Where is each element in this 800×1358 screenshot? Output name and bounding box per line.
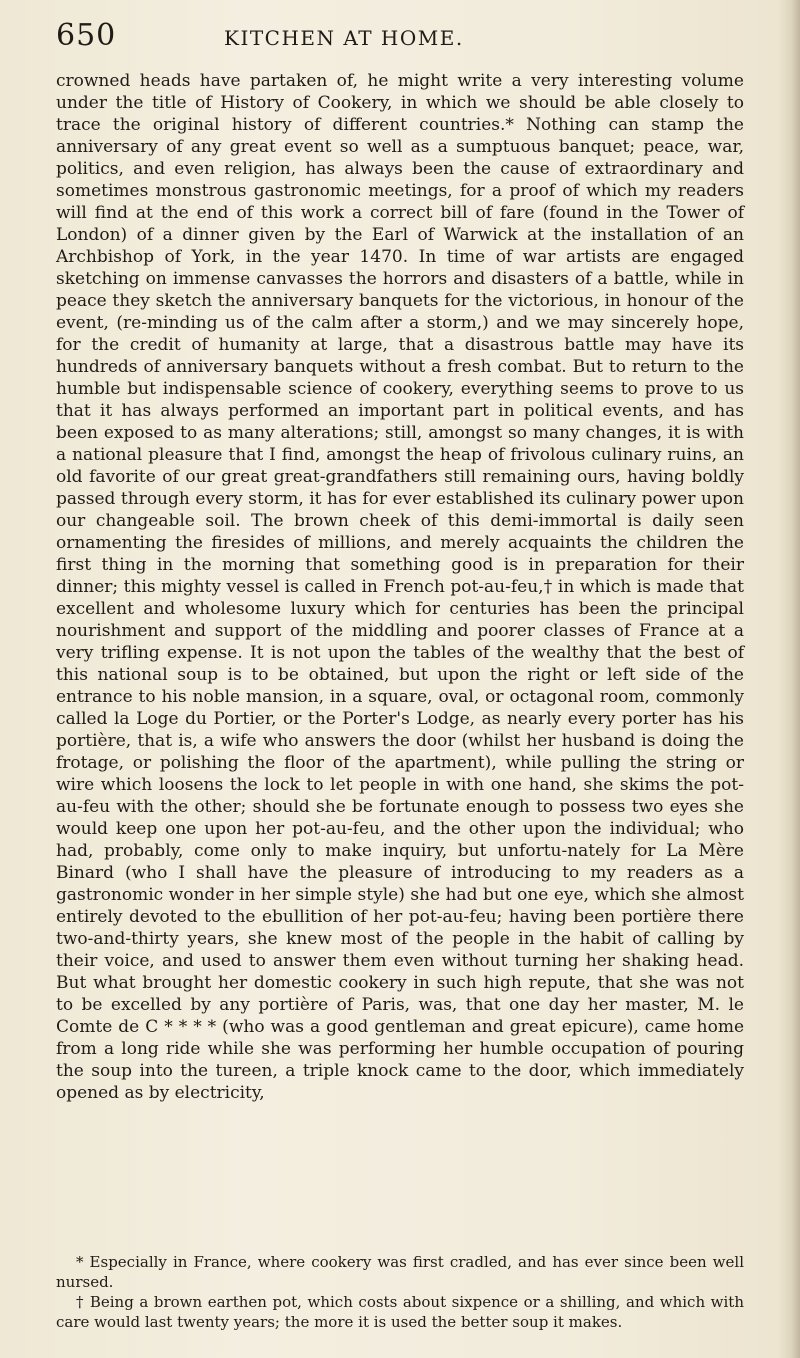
page-edge-shadow [778, 0, 800, 1358]
body-text [56, 70, 744, 1104]
footnotes [56, 1252, 744, 1332]
page-header [56, 18, 746, 66]
main-paragraph: crowned heads have partaken of, he might write a very interesting volume under the title of History of Cookery, in which we should be able closely to trace the original history of different countries.* Nothing can stamp the anniversary of any great event so well as a sumptuous banquet; peace, war, politics, and even religion, has always been the cause of extraordinary and sometimes monstrous gastronomic meetings, for a proof of which my readers will find at the end of this work a correct bill of fare (found in the Tower of London) of a dinner given by the Earl of Warwick at the installation of an Archbishop of York, in the year 1470. In time of war artists are engaged sketching on immense canvasses the horrors and disasters of a battle, while in peace they sketch the anniversary banquets for the victorious, in honour of the event, (re-minding us of the calm after a storm,) and we may sincerely hope, for the credit of humanity at large, that a disastrous battle may have its hundreds of anniversary banquets without a fresh combat. But to return to the humble but indispensable science of cookery, everything seems to prove to us that it has always performed an important part in political events, and has been exposed to as many alterations; still, amongst so many changes, it is with a national pleasure that I find, amongst the heap of frivolous culinary ruins, an old favorite of our great great-grandfathers still remaining ours, having boldly passed through every storm, it has for ever established its culinary power upon our changeable soil. The brown cheek of this demi-immortal is daily seen ornamenting the firesides of millions, and merely acquaints the children the first thing in the morning that something good is in preparation for their dinner; this mighty vessel is called in French pot-au-feu,† in which is made that excellent and wholesome luxury which for centuries has been the principal nourishment and support of the middling and poorer classes of France at a very trifling expense. It is not upon the tables of the wealthy that the best of this national soup is to be obtained, but upon the right or left side of the entrance to his noble mansion, in a square, oval, or octagonal room, commonly called la Loge du Portier, or the Porter's Lodge, as nearly every porter has his portière, that is, a wife who answers the door (whilst her husband is doing the frotage, or polishing the floor of the apartment), while pulling the string or wire which loosens the lock to let people in with one hand, she skims the pot-au-feu with the other; should she be fortunate enough to possess two eyes she would keep one upon her pot-au-feu, and the other upon the individual; who had, probably, come only to make inquiry, but unfortu-nately for La Mère Binard (who I shall have the pleasure of introducing to my readers as a gastronomic wonder in her simple style) she had but one eye, which she almost entirely devoted to the ebullition of her pot-au-feu; having been portière there two-and-thirty years, she knew most of the people in the habit of calling by their voice, and used to answer them even without turning her shaking head. But what brought her domestic cookery in such high repute, that she was not to be excelled by any portière of Paris, was, that one day her master, M. le Comte de C * * * * (who was a good gentleman and great epicure), came home from a long ride while she was performing her humble occupation of pouring the soup into the tureen, a triple knock came to the door, which immediately opened as by electricity, [56, 71, 744, 1103]
footnote-asterisk: * Especially in France, where cookery was first cradled, and has ever since been well nursed. [56, 1253, 744, 1291]
running-head: KITCHEN AT HOME. [224, 26, 464, 50]
page-number: 650 [56, 18, 117, 53]
footnote-dagger: † Being a brown earthen pot, which costs about sixpence or a shilling, and which with care would last twenty years; the more it is used the better soup it makes. [56, 1293, 744, 1331]
